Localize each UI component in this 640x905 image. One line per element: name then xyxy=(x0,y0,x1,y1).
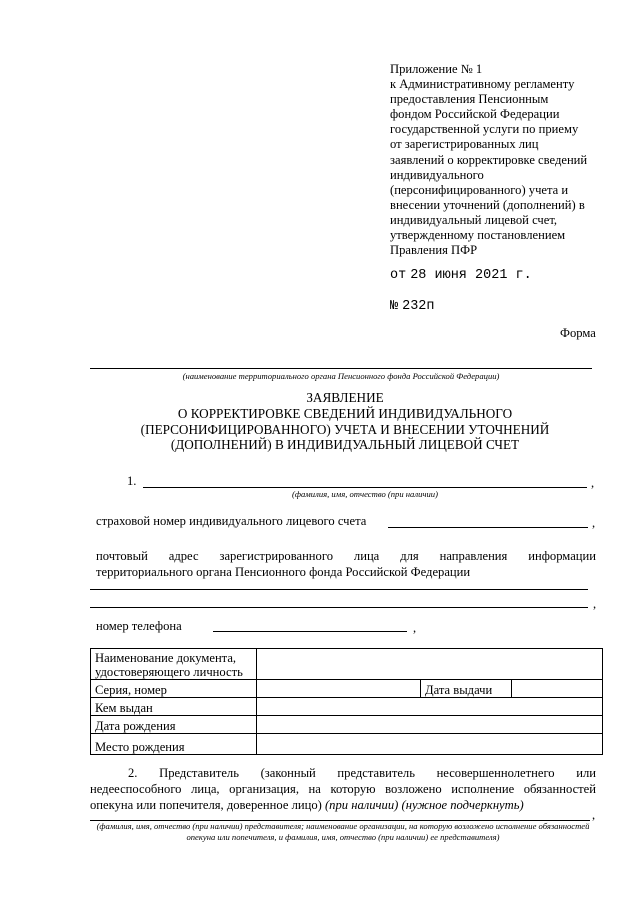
number-value: 232п xyxy=(402,299,435,314)
address-label xyxy=(96,548,596,580)
identity-document-table xyxy=(90,648,603,755)
item2-note-optional: (при наличии) xyxy=(324,798,399,812)
item2-paragraph xyxy=(90,765,596,813)
birth-date-label: Дата рождения xyxy=(91,716,257,734)
appendix-number xyxy=(390,296,435,314)
issued-by-cell[interactable] xyxy=(257,698,603,716)
appendix-line: Правления ПФР xyxy=(390,243,478,258)
phone-label: номер телефона xyxy=(96,619,182,633)
address-word: направления xyxy=(439,549,508,563)
doc-name-cell[interactable] xyxy=(257,649,603,680)
item1-number: 1. xyxy=(127,474,137,488)
series-cell[interactable] xyxy=(257,680,421,698)
series-label: Серия, номер xyxy=(91,680,257,698)
issue-date-cell[interactable] xyxy=(512,680,603,698)
address-word: почтовый xyxy=(96,549,148,563)
phone-line[interactable] xyxy=(213,631,407,632)
appendix-line: от зарегистрированных лиц xyxy=(390,137,539,152)
item2-text: Представитель (законный представитель несовершеннолетнего или недееспособного лица, организация, на которую возложено исполнение обязанностей опекуна или попечителя, доверенное лицо) xyxy=(90,766,596,812)
item2-number: 2. xyxy=(128,766,138,780)
number-prefix: № xyxy=(390,299,399,314)
fullname-caption: (фамилия, имя, отчество (при наличии) xyxy=(292,489,438,499)
fullname-line[interactable] xyxy=(143,487,587,488)
address-word: адрес xyxy=(168,549,199,563)
item2-note-underline: (нужное подчеркнуть) xyxy=(401,798,524,812)
doc-name-label: Наименование документа, удостоверяющего личность xyxy=(91,649,257,680)
appendix-date xyxy=(390,265,532,283)
title-line: (ДОПОЛНЕНИЙ) В ИНДИВИДУАЛЬНЫЙ ЛИЦЕВОЙ СЧЕТ xyxy=(170,437,520,453)
snils-line[interactable] xyxy=(388,527,588,528)
address-words xyxy=(96,548,596,564)
address-comma: , xyxy=(593,597,597,611)
appendix-line: индивидуальный лицевой счет, xyxy=(390,212,558,227)
issue-date-label: Дата выдачи xyxy=(421,680,512,698)
representative-caption: (фамилия, имя, отчество (при наличии) представителя; наименование организации, на которую возложено исполнение обязанностей опекуна или попечителя, и фамилия, имя, отчество (при наличии) ее представителя) xyxy=(96,821,590,842)
organ-caption: (наименование территориального органа Пенсионного фонда Российской Федерации) xyxy=(182,371,500,381)
snils-label: страховой номер индивидуального лицевого счета xyxy=(96,514,367,528)
address-word: информации xyxy=(528,549,596,563)
item1-comma: , xyxy=(591,476,595,490)
appendix-line: фондом Российской Федерации xyxy=(390,107,560,122)
birth-place-cell[interactable] xyxy=(257,734,603,755)
appendix-header xyxy=(390,62,620,258)
address-word: зарегистрированного xyxy=(219,549,333,563)
appendix-line: утвержденному постановлением xyxy=(390,228,566,243)
representative-comma: , xyxy=(592,808,596,822)
issued-by-label: Кем выдан xyxy=(91,698,257,716)
address-line-1[interactable] xyxy=(90,589,588,590)
address-word: для xyxy=(400,549,419,563)
appendix-line: к Административному регламенту xyxy=(390,77,575,92)
appendix-line: заявлений о корректировке сведений xyxy=(390,152,588,167)
appendix-line: индивидуального xyxy=(390,167,484,182)
appendix-line: внесении уточнений (дополнений) в xyxy=(390,197,585,212)
title-line: ЗАЯВЛЕНИЕ xyxy=(306,390,384,405)
date-prefix: от xyxy=(390,268,407,283)
appendix-line: Приложение № 1 xyxy=(390,62,483,76)
address-word: лица xyxy=(353,549,380,563)
page-title xyxy=(90,390,600,453)
title-line: О КОРРЕКТИРОВКЕ СВЕДЕНИЙ ИНДИВИДУАЛЬНОГО xyxy=(177,405,513,421)
birth-date-cell[interactable] xyxy=(257,716,603,734)
address-line-2[interactable] xyxy=(90,607,588,608)
date-value: 28 июня 2021 г. xyxy=(410,268,532,283)
form-label: Форма xyxy=(560,326,596,340)
organ-name-line[interactable] xyxy=(90,368,592,369)
appendix-line: предоставления Пенсионным xyxy=(390,92,549,107)
appendix-line: (персонифицированного) учета и xyxy=(390,182,569,197)
title-line: (ПЕРСОНИФИЦИРОВАННОГО) УЧЕТА И ВНЕСЕНИИ УТОЧНЕНИЙ xyxy=(140,421,550,437)
address-line2: территориального органа Пенсионного фонда Российской Федерации xyxy=(96,565,471,579)
snils-comma: , xyxy=(592,516,596,530)
birth-place-label: Место рождения xyxy=(91,734,257,755)
appendix-line: государственной услуги по приему xyxy=(390,122,579,137)
phone-comma: , xyxy=(413,621,417,635)
